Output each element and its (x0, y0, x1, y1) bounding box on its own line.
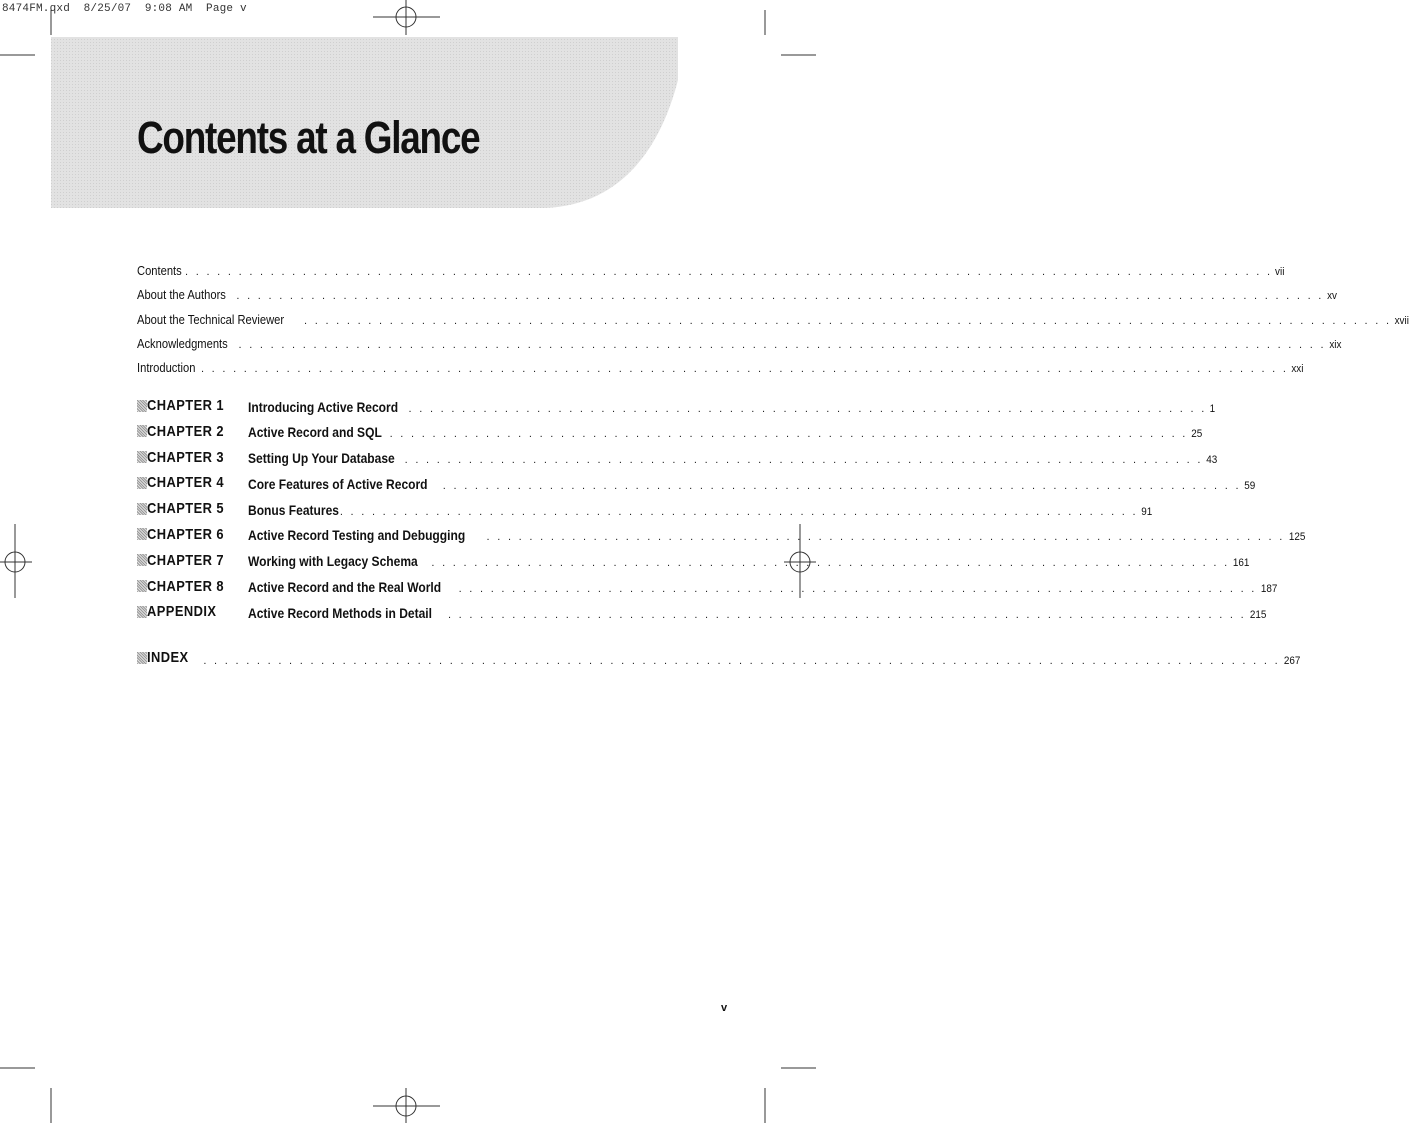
dot-leader: . . . . . . . . . . . . . . . . . . . . . . . . . . . . . . . . . . . . . . . . . . . . . . . . . . . . . . . . . . . . . . . . . . . . . . . . . . . (389, 428, 1188, 441)
dot-leader: . . . . . . . . . . . . . . . . . . . . . . . . . . . . . . . . . . . . . . . . . . . . . . . . . . . . . . . . . . . . . . . . . . . . . . . . . . . . . . . . . . . . . . . . . . . . . . . . . . . . . . (185, 266, 1273, 278)
dot-leader: . . . . . . . . . . . . . . . . . . . . . . . . . . . . . . . . . . . . . . . . . . . . . . . . . . . . . . . . . . . . . . . . . . . . . . . . . . . (447, 608, 1247, 621)
dot-leader: . . . . . . . . . . . . . . . . . . . . . . . . . . . . . . . . . . . . . . . . . . . . . . . . . . . . . . . . . . . . . . . . . . . . . . . . . . . (431, 557, 1230, 570)
toc-entry-title: About the Authors (137, 287, 226, 303)
gray-square-icon (137, 528, 147, 540)
dot-leader: . . . . . . . . . . . . . . . . . . . . . . . . . . . . . . . . . . . . . . . . . . . . . . . . . . . . . . . . . . . . . . . . . . . . . . . . . . . (458, 583, 1257, 596)
chapter-label: CHAPTER 7 (137, 552, 248, 569)
gray-square-icon (137, 554, 147, 566)
slug-line: 8474FM.qxd 8/25/07 9:08 AM Page v (2, 3, 247, 15)
chapter-entry (137, 474, 1256, 500)
chapter-label: CHAPTER 1 (137, 397, 248, 414)
chapter-label: CHAPTER 5 (137, 500, 248, 517)
gray-square-icon (137, 503, 147, 515)
toc-entry-page: xxi (1291, 363, 1304, 376)
toc-entry (137, 311, 1409, 336)
front-matter-list (137, 263, 1409, 384)
gray-square-icon (137, 477, 147, 489)
dot-leader: . . . . . . . . . . . . . . . . . . . . . . . . . . . . . . . . . . . . . . . . . . . . . . . . . . . . . . . . . . . . . . . . . . . . . . . . . . . . . . . . . . . . . . . . . . . . . . . . . . . . . . (236, 290, 1324, 303)
dot-leader: . . . . . . . . . . . . . . . . . . . . . . . . . . . . . . . . . . . . . . . . . . . . . . . . . . . . . . . . . . . . . . . . . . . . . . . . . . . (442, 479, 1241, 492)
chapter-page: 161 (1233, 557, 1250, 570)
page-number: v (721, 1002, 728, 1014)
toc-entry-title: Introduction (137, 360, 196, 376)
chapter-title: Introducing Active Record (248, 398, 399, 415)
toc-entry-title: Contents (137, 263, 182, 278)
chapter-title: Core Features of Active Record (248, 475, 428, 492)
toc-entry-title: About the Technical Reviewer (137, 311, 285, 327)
chapter-label: CHAPTER 3 (137, 449, 248, 466)
index-label: INDEX (137, 649, 195, 666)
dot-leader: . . . . . . . . . . . . . . . . . . . . . . . . . . . . . . . . . . . . . . . . . . . . . . . . . . . . . . . . . . . . . . . . . . . . . . . . . . . (404, 454, 1203, 467)
index-list (137, 649, 1301, 673)
dot-leader: . . . . . . . . . . . . . . . . . . . . . . . . . . . . . . . . . . . . . . . . . . . . . . . . . . . . . . . . . . . . . . . . . . . . . . . . . . . (408, 402, 1207, 415)
dot-leader: . . . . . . . . . . . . . . . . . . . . . . . . . . . . . . . . . . . . . . . . . . . . . . . . . . . . . . . . . . . . . . . . . . . . . . . . . . . (339, 505, 1138, 518)
chapter-page: 1 (1209, 402, 1215, 415)
chapter-page: 43 (1205, 454, 1217, 467)
chapter-title: Active Record Testing and Debugging (248, 527, 466, 544)
index-page: 267 (1283, 654, 1301, 667)
gray-square-icon (137, 400, 147, 412)
chapter-page: 215 (1249, 608, 1267, 621)
chapter-entry (137, 448, 1217, 475)
chapter-title: Active Record Methods in Detail (248, 604, 432, 621)
chapter-page: 91 (1141, 505, 1153, 518)
toc-entry-title: Acknowledgments (137, 335, 228, 351)
toc-entry-page: vii (1275, 266, 1285, 278)
toc-entry (137, 263, 1285, 287)
chapter-page: 25 (1190, 428, 1202, 441)
toc-entry (137, 287, 1337, 311)
gray-square-icon (137, 425, 147, 437)
gray-square-icon (137, 606, 147, 618)
chapter-title: Active Record and the Real World (248, 579, 442, 596)
dot-leader: . . . . . . . . . . . . . . . . . . . . . . . . . . . . . . . . . . . . . . . . . . . . . . . . . . . . . . . . . . . . . . . . . . . . . . . . . . . . . . . . . . . . . . . . . . . . . . . . . . . . . (203, 654, 1280, 667)
chapter-entry (137, 397, 1215, 423)
chapter-entry (137, 551, 1250, 578)
chapter-page: 187 (1260, 583, 1278, 596)
chapter-entry (137, 525, 1305, 552)
chapter-list (137, 397, 1305, 629)
gray-square-icon (137, 451, 147, 463)
index-entry (137, 649, 1301, 673)
chapter-page: 125 (1288, 531, 1305, 544)
chapter-label: CHAPTER 6 (137, 526, 248, 543)
chapter-label: CHAPTER 2 (137, 423, 248, 440)
dot-leader: . . . . . . . . . . . . . . . . . . . . . . . . . . . . . . . . . . . . . . . . . . . . . . . . . . . . . . . . . . . . . . . . . . . . . . . . . . . . . . . . . . . . . . . . . . . . . . . . . . . . . . (304, 314, 1392, 327)
chapter-title: Setting Up Your Database (248, 450, 395, 467)
toc-entry-page: xv (1326, 290, 1337, 303)
chapter-page: 59 (1244, 479, 1256, 492)
page-title: Contents at a Glance (137, 112, 480, 163)
dot-leader: . . . . . . . . . . . . . . . . . . . . . . . . . . . . . . . . . . . . . . . . . . . . . . . . . . . . . . . . . . . . . . . . . . . . . . . . . . . (486, 531, 1285, 544)
dot-leader: . . . . . . . . . . . . . . . . . . . . . . . . . . . . . . . . . . . . . . . . . . . . . . . . . . . . . . . . . . . . . . . . . . . . . . . . . . . . . . . . . . . . . . . . . . . . . . . . . . . . . . (238, 338, 1326, 351)
chapter-label: CHAPTER 8 (137, 578, 248, 595)
chapter-entry (137, 422, 1202, 449)
chapter-entry (137, 577, 1278, 604)
chapter-entry (137, 500, 1153, 526)
chapter-entry (137, 603, 1267, 629)
chapter-title: Active Record and SQL (248, 424, 382, 441)
toc-entry (137, 335, 1342, 360)
gray-square-icon (137, 580, 147, 592)
toc-entry (137, 360, 1304, 384)
dot-leader: . . . . . . . . . . . . . . . . . . . . . . . . . . . . . . . . . . . . . . . . . . . . . . . . . . . . . . . . . . . . . . . . . . . . . . . . . . . . . . . . . . . . . . . . . . . . . . . . . . . . . . (200, 363, 1289, 376)
chapter-label: CHAPTER 4 (137, 474, 248, 491)
chapter-label: APPENDIX (137, 603, 248, 620)
chapter-title: Working with Legacy Schema (248, 553, 418, 570)
toc-entry-page: xvii (1394, 314, 1409, 327)
gray-square-icon (137, 652, 147, 664)
toc-entry-page: xix (1329, 338, 1342, 351)
chapter-title: Bonus Features (248, 501, 339, 518)
